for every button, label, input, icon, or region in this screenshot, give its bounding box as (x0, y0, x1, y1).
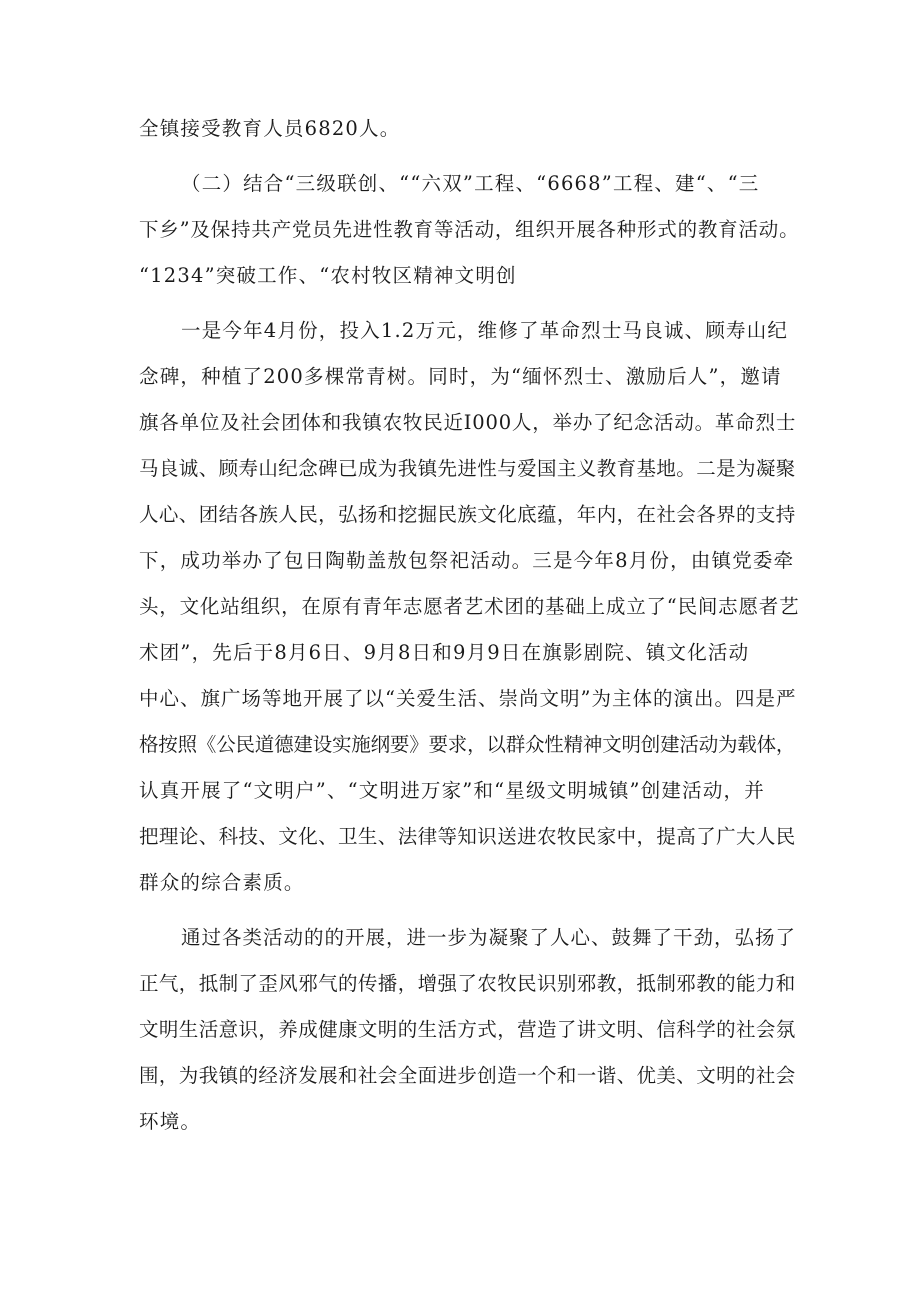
text-line: 环境。 (139, 1110, 202, 1133)
text-line: 把理论、科技、文化、卫生、法律等知识送进农牧民家中，提高了广大人民 (139, 825, 796, 848)
text-line: 头，文化站组织，在原有青年志愿者艺术团的基础上成立了“民间志愿者艺 (139, 595, 800, 618)
text-line: 下，成功举办了包日陶勒盖敖包祭祀活动。三是今年8月份，由镇党委牵 (139, 549, 795, 572)
text-line: 正气，抵制了歪风邪气的传播，增强了农牧民识别邪教，抵制邪教的能力和 (139, 972, 796, 995)
text-line: 中心、旗广场等地开展了以“关爱生活、崇尚文明”为主体的演出。四是严 (139, 687, 797, 710)
text-line: 术团”，先后于8月6日、9月8日和9月9日在旗影剧院、镇文化活动 (139, 641, 750, 664)
text-line: 格按照《公民道德建设实施纲要》要求，以群众性精神文明创建活动为载体， (139, 733, 796, 756)
text-line: 一是今年4月份，投入1.2万元，维修了革命烈士马良诚、顾寿山纪 (181, 319, 789, 342)
text-line: 群众的综合素质。 (139, 871, 305, 894)
text-line: 文明生活意识，养成健康文明的生活方式，营造了讲文明、信科学的社会氛 (139, 1018, 796, 1041)
text-line: 人心、团结各族人民，弘扬和挖掘民族文化底蕴，年内，在社会各界的支持 (139, 503, 796, 526)
text-line: 下乡”及保持共产党员先进性教育等活动，组织开展各种形式的教育活动。 (139, 218, 800, 241)
text-line: 围，为我镇的经济发展和社会全面进步创造一个和一谐、优美、文明的社会 (139, 1064, 796, 1087)
text-line: 认真开展了“文明户”、“文明进万家”和“星级文明城镇”创建活动，并 (139, 779, 765, 802)
text-line: 全镇接受教育人员6820人。 (139, 117, 401, 140)
text-line: 通过各类活动的的开展，进一步为凝聚了人心、鼓舞了干劲，弘扬了 (181, 926, 797, 949)
text-line: （二）结合“三级联创、““六双”工程、“6668”工程、建“、“三 (181, 172, 760, 195)
text-line: 念碑，种植了200多棵常青树。同时，为“缅怀烈士、激励后人”，邀请 (139, 365, 782, 388)
text-line: 马良诚、顾寿山纪念碑已成为我镇先进性与爱国主义教育基地。二是为凝聚 (139, 457, 796, 480)
text-line: “1234”突破工作、“农村牧区精神文明创 (139, 264, 517, 287)
text-line: 旗各单位及社会团体和我镇农牧民近I000人，举办了纪念活动。革命烈士 (139, 411, 797, 434)
